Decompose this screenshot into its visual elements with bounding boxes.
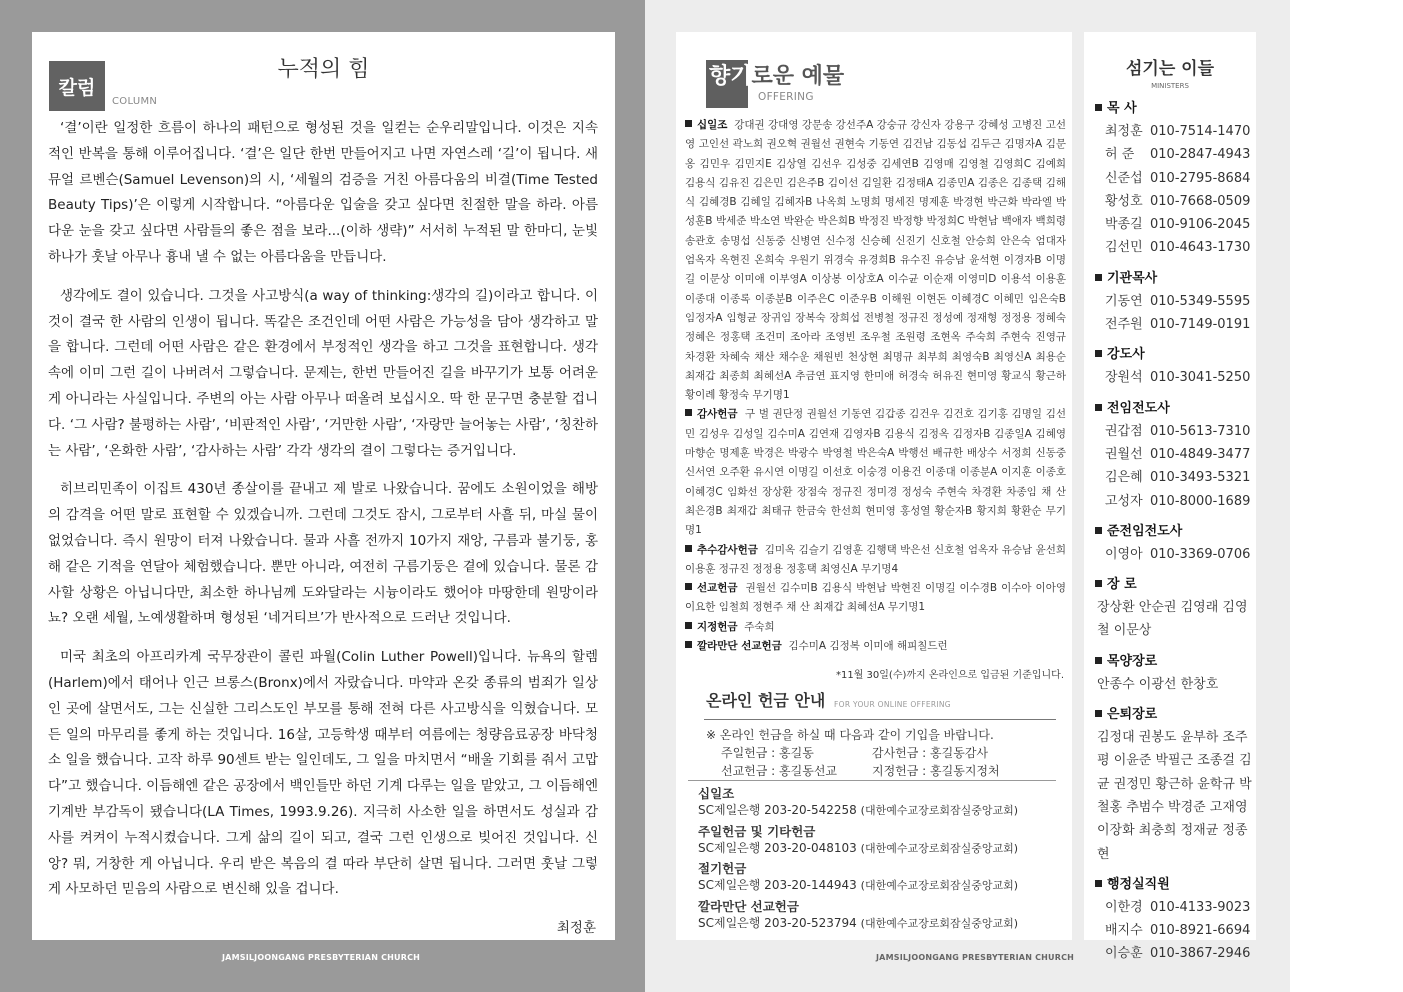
elder-names: 김정대 권봉도 윤부하 조주평 이윤준 박필근 조종걸 김 균 권정민 황근하 윤학규 박철홍 추범수 박경준 고재영 이장화 최충희 정재균 정종현 <box>1097 730 1252 862</box>
example-item: 선교헌금 : 홍길동선교 <box>721 764 838 778</box>
minister-phone: 010-8000-1689 <box>1150 493 1251 509</box>
ministers-section-heading-label: 강도사 <box>1107 347 1145 363</box>
bullet-square-icon <box>1095 580 1102 587</box>
ministers-section-heading <box>1095 704 1253 726</box>
minister-row <box>1095 213 1253 236</box>
minister-phone: 010-2795-8684 <box>1150 170 1251 186</box>
ministers-section-heading <box>1095 268 1253 290</box>
ministers-section-heading <box>1095 574 1253 596</box>
ministers-section-heading <box>1095 398 1253 420</box>
offering-entry <box>685 405 1066 540</box>
offering-category: 깔라만단 선교헌금 <box>697 640 782 653</box>
column-title: 누적의 힘 <box>277 57 370 82</box>
account-number: SC제일은행 203-20-542258 <box>698 803 857 817</box>
ministers-section-heading-label: 은퇴장로 <box>1107 707 1158 723</box>
bullet-square-icon <box>685 583 692 590</box>
ministers-section-heading-label: 행정실직원 <box>1107 876 1170 892</box>
offering-title <box>709 59 844 90</box>
page-margin <box>1290 0 1403 992</box>
minister-name: 최정훈 <box>1105 124 1143 139</box>
account-line <box>698 877 1018 894</box>
bullet-square-icon <box>685 641 692 648</box>
minister-phone: 010-7668-0509 <box>1150 193 1251 209</box>
minister-phone: 010-3867-2946 <box>1150 946 1251 962</box>
account-holder: (대한예수교장로회잠실중앙교회) <box>860 804 1019 817</box>
ministers-section <box>1095 874 1253 966</box>
account-holder: (대한예수교장로회잠실중앙교회) <box>860 841 1019 855</box>
bullet-square-icon <box>1095 104 1102 111</box>
online-offering-subtitle: FOR YOUR ONLINE OFFERING <box>834 700 951 709</box>
ministers-section <box>1095 98 1253 260</box>
account-name: 십일조 <box>698 786 735 801</box>
column-body <box>48 116 598 916</box>
minister-phone: 010-8921-6694 <box>1150 923 1251 939</box>
example-item: 주일헌금 : 홍길동 <box>721 746 814 760</box>
ministers-section-heading <box>1095 874 1253 896</box>
minister-row <box>1095 896 1253 919</box>
example-row <box>721 744 1000 762</box>
example-row <box>721 762 1000 780</box>
minister-row <box>1095 466 1253 489</box>
online-offering-intro: ※ 온라인 헌금을 하실 때 다음과 같이 기입을 바랍니다. <box>706 728 994 742</box>
ministers-section <box>1095 574 1253 643</box>
elder-names: 안종수 이광선 한창호 <box>1097 676 1219 692</box>
ministers-page <box>1084 32 1256 962</box>
account-line <box>698 802 1018 819</box>
minister-row <box>1095 143 1253 166</box>
minister-name: 이승훈 <box>1105 946 1143 962</box>
offering-names: 권월선 김수미B 김용식 박현남 박현진 이명길 이수경B 이수아 이아영 이요한 임철희 정현주 채 산 최재갑 최혜선A 무기명1 <box>685 582 1066 614</box>
offering-category: 선교헌금 <box>697 582 738 595</box>
minister-name: 배지수 <box>1105 923 1143 939</box>
offering-title-head: 향기 <box>709 64 752 89</box>
ministers-title: 섬기는 이들 <box>1125 59 1215 79</box>
ministers-section-heading <box>1095 344 1253 366</box>
minister-row <box>1095 366 1253 389</box>
minister-name: 신준섭 <box>1105 170 1143 186</box>
minister-phone: 010-2847-4943 <box>1150 147 1251 163</box>
column-badge: 칼럼 <box>49 61 105 111</box>
minister-row <box>1095 120 1253 143</box>
minister-row <box>1095 236 1253 259</box>
minister-phone: 010-3041-5250 <box>1150 370 1251 386</box>
divider <box>688 780 1056 781</box>
column-paragraph: ‘결’이란 일정한 흐름이 하나의 패턴으로 형성된 것을 일컫는 순우리말입니다. 이것은 지속적인 반복을 통해 이루어집니다. ‘결’은 일단 한번 만들어지고 나면 자연스레 ‘길’이 됩니다. 새뮤얼 르벤슨(Samuel Levenson)의 시, ‘세월의 검증을 거친 아름다움의 비결(Time Tested Beauty Tips)’은 이렇게 시작합니다. “아름다운 입술을 갖고 싶다면 친절한 말을 하라. 아름다운 눈을 갖고 싶다면 사람들의 좋은 점을 보라...(이하 생략)” 서서히 누적된 말 한마디, 눈빛 하나가 훗날 아무나 흉내 낼 수 없는 아름다움을 만듭니다. <box>48 120 598 265</box>
minister-name: 고성자 <box>1105 493 1143 509</box>
offering-category: 지정헌금 <box>697 620 738 633</box>
minister-phone: 010-4849-3477 <box>1150 446 1251 462</box>
minister-row <box>1095 543 1253 566</box>
ministers-list <box>1095 98 1253 974</box>
offering-category: 십일조 <box>697 119 728 131</box>
offering-names: 김미옥 김슬기 김영훈 김행택 박은선 신호철 엄옥자 유승남 윤선희 이용훈 정규진 정정용 정홍택 최영신A 무기명4 <box>685 543 1066 575</box>
account-line <box>698 915 1018 932</box>
bullet-square-icon <box>1095 880 1102 887</box>
ministers-section-heading <box>1095 651 1253 673</box>
minister-row <box>1095 420 1253 443</box>
offering-names: 강대권 강대영 강문송 강선주A 강숭규 강신자 강용구 강혜성 고병진 고선영 고인선 곽노희 권오혁 권월선 권현숙 기동연 김건남 김동섭 김두근 김명자A 김문옹 김민우 김민지E 김상열 김선우 김성중 김세연B 김영매 김영철 김영희C 김예희 김용식 김유진 김은민 김은주B 김이선 김일환 김정태A 김종민A 김종은 김종택 김해식 김혜경B 김혜일 김혜자B 나옥희 노명희 명세진 명제훈 박경현 박근화 박라엘 박성훈B 박세준 박소연 박완순 박은희B 박정진 박정향 박정희C 박현남 백애자 백희령 송관호 송명섭 신동중 신병연 신수정 신승혜 신진기 신호철 안승희 안은숙 엄대자 엄옥자 옥현진 온희숙 우원기 위경숙 유경희B 유수진 유승남 윤석현 이경자B 이명길 이문상 이미애 이부영A 이상봉 이상호A 이수균 이순재 이영미D 이용석 이용훈 이종대 이종록 이종분B 이주은C 이준우B 이해원 이현돈 이혜경C 이혜민 임은숙B 임정자A 임형균 장귀임 장복숙 장희섭 전병철 정규진 정성예 정재형 정정용 정혜숙 정혜은 정홍택 조건미 조아라 조영빈 조우철 조원령 조현옥 주숙희 주현숙 진영규 차경환 차혜숙 채산 채수운 채원빈 천상현 최명규 최부희 최영숙B 최영신A 최용순 최재갑 최종희 최혜선A 추금연 표지영 한미애 허경숙 허유진 현미영 황교식 황근하 황이례 황정숙 무기명1 <box>685 119 1066 402</box>
minister-name: 이한경 <box>1105 899 1143 915</box>
bullet-square-icon <box>1095 274 1102 281</box>
minister-name: 장원석 <box>1105 370 1143 386</box>
account-list <box>698 786 1018 936</box>
ministers-section <box>1095 344 1253 389</box>
account-holder: (대한예수교장로회잠실중앙교회) <box>860 879 1019 892</box>
account-item <box>698 899 1018 937</box>
minister-row <box>1095 313 1253 336</box>
minister-name: 황성호 <box>1105 193 1143 209</box>
right-footer: JAMSILJOONGANG PRESBYTERIAN CHURCH <box>876 953 1075 962</box>
column-paragraph: 미국 최초의 아프리카계 국무장관이 콜린 파월(Colin Luther Powell)입니다. 뉴욕의 할렘(Harlem)에서 태어나 인근 브롱스(Bronx)에서 자랐습니다. 마약과 온갖 종류의 범죄가 일상인 곳에 살면서도, 그는 신실한 그리스도인 부모를 통해 전혀 다른 사고방식을 익혔습니다. 모든 일의 마무리를 좋게 하는 것입니다. 16살, 고등학생 때부터 여름에는 청량음료공장 바닥청소 일을 했습니다. 고작 하루 90센트 받는 일인데도, 그 일을 마치면서 “배울 기회를 줘서 고맙다”고 했습니다. 이듬해엔 같은 공장에서 백인들만 하던 기계 다루는 일을 맡았고, 그 이듬해엔 기계반 부감독이 됐습니다(LA Times, 1993.9.26). 지극히 사소한 일을 하면서도 성실과 감사를 켜켜이 누적시켰습니다. 그게 삶의 길이 되고, 결국 그런 인생으로 빚어진 것입니다. 신앙? 뭐, 거창한 게 아닙니다. 우리 받은 복음의 결 따라 부단히 살면 됩니다. 그러면 훗날 그렇게 사모하던 믿음의 사람으로 변신해 있을 겁니다. <box>48 649 598 898</box>
ministers-section <box>1095 704 1253 866</box>
bullet-square-icon <box>685 120 692 127</box>
bullet-square-icon <box>1095 710 1102 717</box>
account-name: 주일헌금 및 기타헌금 <box>698 823 816 839</box>
ministers-section-heading-label: 기관목사 <box>1107 270 1158 286</box>
minister-name: 허 준 <box>1105 147 1135 163</box>
minister-name: 박종길 <box>1105 217 1143 233</box>
offering-page <box>676 32 1072 940</box>
minister-row <box>1095 167 1253 190</box>
account-number: SC제일은행 203-20-144943 <box>698 878 857 892</box>
bullet-square-icon <box>1095 657 1102 664</box>
offering-entry <box>685 541 1066 580</box>
offering-category: 추수감사헌금 <box>697 543 758 556</box>
bullet-square-icon <box>1095 350 1102 357</box>
offering-note: *11월 30일(수)까지 온라인으로 입금된 기준입니다. <box>835 670 1064 681</box>
online-offering-title: 온라인 헌금 안내 <box>706 691 826 710</box>
account-name: 절기헌금 <box>698 861 747 876</box>
ministers-subtitle: MINISTERS <box>1151 82 1189 90</box>
minister-row <box>1095 190 1253 213</box>
minister-phone: 010-9106-2045 <box>1150 217 1251 233</box>
minister-phone: 010-4643-1730 <box>1150 240 1251 256</box>
account-holder: (대한예수교장로회잠실중앙교회) <box>860 916 1019 930</box>
column-badge-subtitle: COLUMN <box>112 96 158 107</box>
ministers-section-heading-label: 준전임전도사 <box>1107 523 1183 539</box>
bullet-square-icon <box>685 622 692 629</box>
offering-entry <box>685 579 1066 618</box>
minister-row <box>1095 443 1253 466</box>
account-number: SC제일은행 203-20-523794 <box>698 915 857 930</box>
minister-name: 이영아 <box>1105 546 1143 562</box>
ministers-section <box>1095 521 1253 566</box>
column-paragraph: 생각에도 결이 있습니다. 그것을 사고방식(a way of thinking:생각의 길)이라고 합니다. 이것이 결국 한 사람의 인생이 됩니다. 똑같은 조건인데 어떤 사람은 가능성을 담아 생각하고 말을 합니다. 그런데 어떤 사람은 같은 환경에서 부정적인 생각을 하고 그것을 표현합니다. 생각 속에 이미 그런 길이 나버려서 그렇습니다. 문제는, 한번 만들어진 길을 바꾸기가 보통 어려운 게 아니라는 사실입니다. 주변의 아는 사람 아무나 떠올려 보십시오. 딱 한 문구면 충분할 겁니다. ‘그 사람? 불평하는 사람’, ‘비판적인 사람’, ‘거만한 사람’, ‘자랑만 늘어놓는 사람’, ‘칭찬하는 사람’, ‘온화한 사람’, ‘감사하는 사람’ 각각 생각의 결이 그렇다는 증거입니다. <box>48 287 598 459</box>
account-item <box>698 824 1018 862</box>
minister-name: 김선민 <box>1105 240 1143 256</box>
offering-entry <box>685 618 1066 637</box>
elder-names: 장상환 안순권 김영래 김영철 이문상 <box>1097 600 1248 639</box>
account-line <box>698 840 1018 857</box>
offering-list <box>685 116 1066 656</box>
offering-subtitle: OFFERING <box>758 91 814 103</box>
ministers-section-heading-label: 전임전도사 <box>1107 400 1170 416</box>
minister-phone: 010-7149-0191 <box>1150 317 1251 333</box>
minister-row <box>1095 919 1253 942</box>
offering-category: 감사헌금 <box>697 408 738 421</box>
account-item <box>698 861 1018 899</box>
bullet-square-icon <box>685 409 692 416</box>
offering-names: 구 벌 권단정 권월선 기동연 김갑종 김건우 김건호 김기홍 김명일 김선민 김성우 김성일 김수미A 김연재 김영자B 김용식 김정옥 김정자B 김종일A 김혜영 마향순 명제훈 박경은 박광수 박영철 박은숙A 박행선 배규한 배상수 서정희 신동중 신서연 오주환 유시연 이명길 이선호 이숭경 이용건 이종대 이종분A 이지훈 이종호 이혜경C 임화선 장상환 장점숙 정규진 정미경 정성숙 주현숙 차경환 차종임 채 산 최은경B 최재갑 최태규 한금숙 한선희 현미영 홍성열 황순자B 황지희 황환순 무기명1 <box>685 408 1066 537</box>
ministers-section-heading <box>1095 98 1253 120</box>
ministers-section-heading-label: 목양장로 <box>1107 653 1158 669</box>
minister-phone: 010-4133-9023 <box>1150 899 1251 915</box>
account-item <box>698 786 1018 824</box>
offering-title-rest: 로운 예물 <box>751 64 845 89</box>
minister-row <box>1095 290 1253 313</box>
ministers-section <box>1095 268 1253 337</box>
offering-names: 김수미A 김정복 이미애 해피칠드런 <box>788 640 948 653</box>
minister-phone: 010-5613-7310 <box>1150 423 1251 439</box>
divider <box>704 719 1056 720</box>
minister-name: 권월선 <box>1105 446 1143 462</box>
column-author: 최정훈 <box>556 920 596 936</box>
ministers-section <box>1095 651 1253 696</box>
account-name: 깔라만단 선교헌금 <box>698 898 799 914</box>
bullet-square-icon <box>1095 527 1102 534</box>
minister-phone: 010-3369-0706 <box>1150 546 1251 562</box>
column-page <box>32 32 615 940</box>
ministers-section-heading-label: 장 로 <box>1107 577 1137 593</box>
account-number: SC제일은행 203-20-048103 <box>698 840 857 855</box>
left-footer: JAMSILJOONGANG PRESBYTERIAN CHURCH <box>222 953 421 962</box>
minister-phone: 010-5349-5595 <box>1150 293 1251 309</box>
minister-name: 권갑점 <box>1105 423 1143 439</box>
example-item: 지정헌금 : 홍길동지정처 <box>872 764 1000 778</box>
bullet-square-icon <box>1095 404 1102 411</box>
online-offering-examples <box>721 744 1000 780</box>
minister-row <box>1095 490 1253 513</box>
ministers-section-heading <box>1095 521 1253 543</box>
minister-name: 전주원 <box>1105 317 1143 333</box>
minister-phone: 010-7514-1470 <box>1150 124 1251 139</box>
minister-phone: 010-3493-5321 <box>1150 470 1251 486</box>
bullet-square-icon <box>685 545 692 552</box>
minister-row <box>1095 942 1253 965</box>
offering-names: 주숙희 <box>744 620 775 633</box>
example-item: 감사헌금 : 홍길동감사 <box>872 746 989 760</box>
ministers-section-heading-label: 목 사 <box>1107 101 1137 116</box>
minister-name: 김은혜 <box>1105 470 1143 486</box>
minister-name: 기동연 <box>1105 293 1143 309</box>
offering-entry <box>685 116 1066 405</box>
offering-entry <box>685 637 1066 656</box>
column-paragraph: 히브리민족이 이집트 430년 종살이를 끝내고 제 발로 나왔습니다. 꿈에도 소원이었을 해방의 감격을 어떤 말로 표현할 수 있겠습니까. 그런데 그것도 잠시, 그로부터 사흘 뒤, 마실 물이 없었습니다. 즉시 원망이 터져 나왔습니다. 물과 사흘 전까지 10가지 재앙, 구름과 불기둥, 홍해 같은 기적을 연달아 체험했습니다. 뿐만 아니라, 여전히 구름기둥은 곁에 있습니다. 물론 감사할 상황은 아닙니다만, 최소한 하나님께 도와달라는 시늉이라도 했어야 마땅한데 원망이라뇨? 오랜 세월, 노예생활하며 형성된 ‘네거티브’가 반사적으로 드러난 것입니다. <box>48 481 598 627</box>
ministers-section <box>1095 398 1253 513</box>
